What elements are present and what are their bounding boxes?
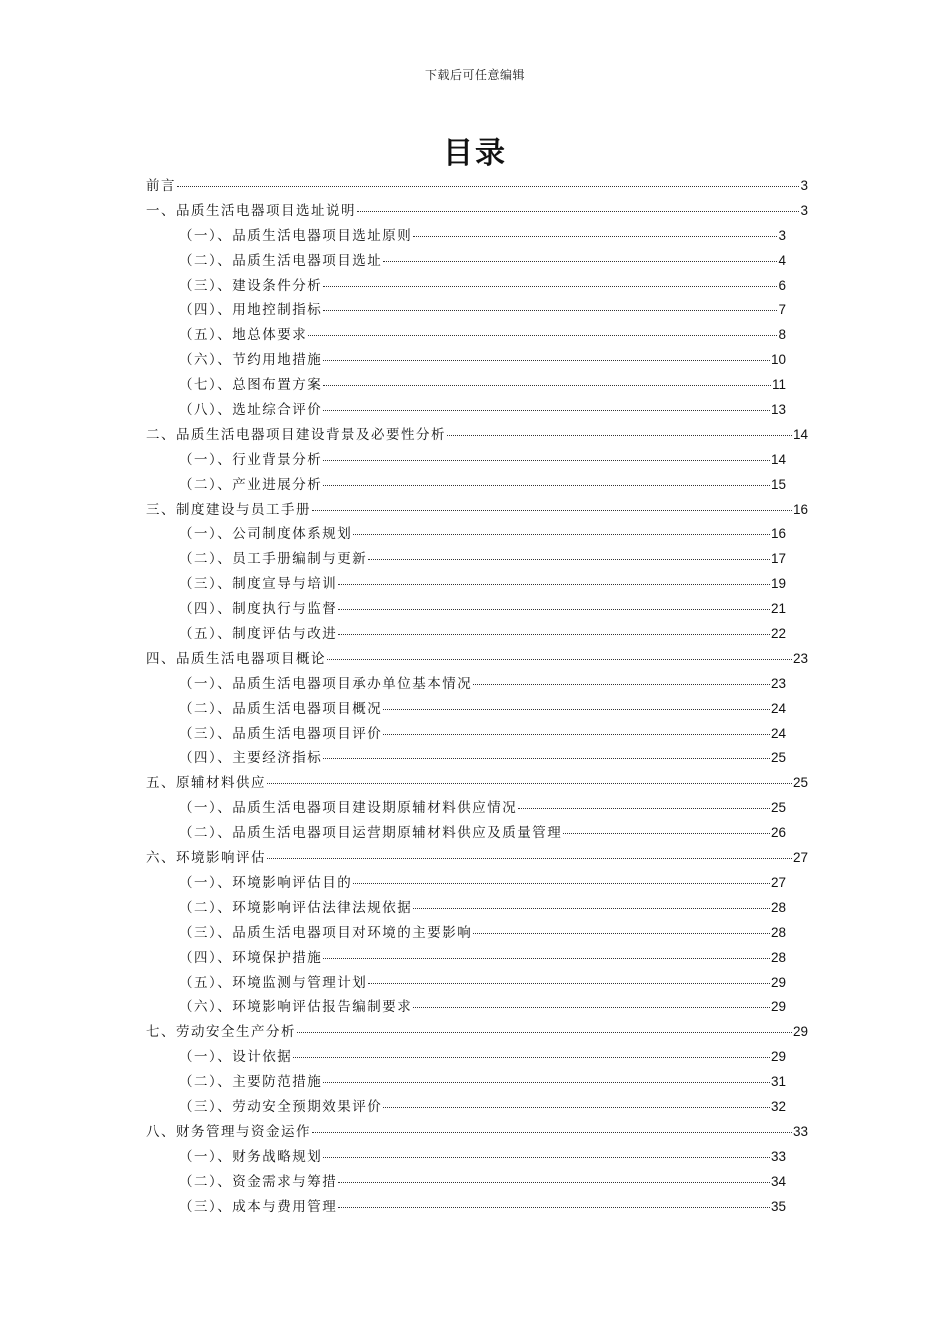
toc-entry-page-number: 29 bbox=[770, 1049, 786, 1065]
toc-entry-label: （三）、劳动安全预期效果评价 bbox=[179, 1098, 383, 1115]
dot-leader bbox=[563, 833, 770, 834]
toc-title: 目录 bbox=[443, 136, 507, 171]
dot-leader bbox=[323, 385, 771, 386]
toc-entry-page-number: 7 bbox=[778, 302, 786, 318]
toc-section-entry[interactable] bbox=[146, 473, 808, 498]
toc-section-entry[interactable] bbox=[146, 921, 808, 946]
toc-entry-label: 六、环境影响评估 bbox=[146, 850, 266, 867]
toc-section-entry[interactable] bbox=[146, 1045, 808, 1070]
toc-section-entry[interactable] bbox=[146, 597, 808, 622]
toc-section-entry[interactable] bbox=[146, 971, 808, 996]
dot-leader bbox=[323, 485, 770, 486]
dot-leader bbox=[297, 1032, 792, 1033]
dot-leader bbox=[383, 261, 777, 262]
toc-entry-label: （七）、总图布置方案 bbox=[179, 377, 323, 394]
toc-section-entry[interactable] bbox=[146, 323, 808, 348]
toc-section-entry[interactable] bbox=[146, 871, 808, 896]
toc-entry-page-number: 11 bbox=[771, 377, 786, 393]
dot-leader bbox=[473, 684, 770, 685]
toc-entry-page-number: 24 bbox=[770, 700, 786, 716]
dot-leader bbox=[312, 510, 792, 511]
toc-entry-page-number: 27 bbox=[770, 874, 786, 890]
toc-entry-label: （二）、品质生活电器项目概况 bbox=[179, 700, 383, 717]
toc-entry-label: 七、劳动安全生产分析 bbox=[146, 1024, 296, 1041]
toc-section-entry[interactable] bbox=[146, 1145, 808, 1170]
toc-entry-label: （二）、品质生活电器项目运营期原辅材料供应及质量管理 bbox=[179, 825, 563, 842]
toc-entry-page-number: 28 bbox=[770, 924, 786, 940]
toc-section-entry[interactable] bbox=[146, 672, 808, 697]
toc-chapter-entry[interactable] bbox=[146, 846, 808, 871]
toc-entry-label: （三）、建设条件分析 bbox=[179, 277, 323, 294]
dot-leader bbox=[267, 858, 792, 859]
toc-entry-label: （二）、产业进展分析 bbox=[179, 476, 323, 493]
toc-section-entry[interactable] bbox=[146, 1095, 808, 1120]
toc-entry-label: （三）、成本与费用管理 bbox=[179, 1198, 338, 1215]
toc-entry-label: 一、品质生活电器项目选址说明 bbox=[146, 202, 356, 219]
toc-entry-page-number: 13 bbox=[770, 402, 786, 418]
dot-leader bbox=[353, 534, 770, 535]
toc-entry-page-number: 27 bbox=[792, 850, 808, 866]
dot-leader bbox=[308, 335, 777, 336]
toc-entry-page-number: 25 bbox=[770, 750, 786, 766]
toc-entry-label: （六）、环境影响评估报告编制要求 bbox=[179, 999, 413, 1016]
toc-entry-label: （八）、选址综合评价 bbox=[179, 402, 323, 419]
toc-chapter-entry[interactable] bbox=[146, 1120, 808, 1145]
dot-leader bbox=[353, 883, 770, 884]
dot-leader bbox=[323, 410, 770, 411]
toc-entry-page-number: 25 bbox=[792, 775, 808, 791]
dot-leader bbox=[338, 1207, 770, 1208]
toc-chapter-entry[interactable] bbox=[146, 647, 808, 672]
toc-entry-label: （一）、设计依据 bbox=[179, 1049, 293, 1066]
toc-entry-label: （一）、品质生活电器项目建设期原辅材料供应情况 bbox=[179, 800, 518, 817]
toc-entry-page-number: 29 bbox=[792, 1024, 808, 1040]
toc-entry-label: （一）、公司制度体系规划 bbox=[179, 526, 353, 543]
table-of-contents bbox=[146, 174, 808, 1219]
dot-leader bbox=[383, 709, 770, 710]
toc-section-entry[interactable] bbox=[146, 796, 808, 821]
toc-entry-label: 八、财务管理与资金运作 bbox=[146, 1123, 311, 1140]
dot-leader bbox=[267, 783, 792, 784]
toc-entry-page-number: 31 bbox=[770, 1074, 786, 1090]
toc-section-entry[interactable] bbox=[146, 522, 808, 547]
toc-section-entry[interactable] bbox=[146, 348, 808, 373]
dot-leader bbox=[323, 758, 770, 759]
toc-section-entry[interactable] bbox=[146, 722, 808, 747]
toc-entry-page-number: 14 bbox=[770, 451, 786, 467]
toc-entry-label: （四）、主要经济指标 bbox=[179, 750, 323, 767]
toc-chapter-entry[interactable] bbox=[146, 1020, 808, 1045]
dot-leader bbox=[338, 1182, 770, 1183]
toc-entry-page-number: 3 bbox=[800, 202, 808, 218]
toc-entry-label: （一）、行业背景分析 bbox=[179, 451, 323, 468]
toc-entry-label: （一）、环境影响评估目的 bbox=[179, 874, 353, 891]
toc-section-entry[interactable] bbox=[146, 946, 808, 971]
toc-entry-page-number: 29 bbox=[770, 974, 786, 990]
toc-entry-label: （五）、制度评估与改进 bbox=[179, 626, 338, 643]
toc-section-entry[interactable] bbox=[146, 1170, 808, 1195]
dot-leader bbox=[368, 983, 770, 984]
toc-section-entry[interactable] bbox=[146, 298, 808, 323]
toc-section-entry[interactable] bbox=[146, 274, 808, 299]
toc-entry-page-number: 22 bbox=[770, 626, 786, 642]
toc-entry-page-number: 28 bbox=[770, 899, 786, 915]
toc-entry-label: （二）、环境影响评估法律法规依据 bbox=[179, 899, 413, 916]
toc-entry-page-number: 8 bbox=[778, 327, 786, 343]
toc-section-entry[interactable] bbox=[146, 1070, 808, 1095]
toc-entry-label: 三、制度建设与员工手册 bbox=[146, 501, 311, 518]
toc-entry-page-number: 33 bbox=[770, 1148, 786, 1164]
toc-section-entry[interactable] bbox=[146, 1195, 808, 1220]
toc-entry-page-number: 23 bbox=[770, 675, 786, 691]
dot-leader bbox=[383, 734, 770, 735]
toc-entry-label: （一）、财务战略规划 bbox=[179, 1148, 323, 1165]
toc-entry-label: （五）、环境监测与管理计划 bbox=[179, 974, 368, 991]
toc-entry-page-number: 24 bbox=[770, 725, 786, 741]
toc-entry-label: 五、原辅材料供应 bbox=[146, 775, 266, 792]
toc-entry-page-number: 26 bbox=[770, 825, 786, 841]
toc-entry-label: 二、品质生活电器项目建设背景及必要性分析 bbox=[146, 426, 446, 443]
dot-leader bbox=[338, 609, 770, 610]
toc-entry-page-number: 17 bbox=[770, 551, 786, 567]
toc-entry-page-number: 33 bbox=[792, 1123, 808, 1139]
toc-entry-page-number: 3 bbox=[778, 227, 786, 243]
toc-entry-label: （四）、环境保护措施 bbox=[179, 949, 323, 966]
toc-entry-label: （五）、地总体要求 bbox=[179, 327, 308, 344]
toc-entry-label: 四、品质生活电器项目概论 bbox=[146, 650, 326, 667]
toc-entry-label: （六）、节约用地措施 bbox=[179, 352, 323, 369]
toc-entry-page-number: 23 bbox=[792, 650, 808, 666]
toc-section-entry[interactable] bbox=[146, 224, 808, 249]
toc-section-entry[interactable] bbox=[146, 697, 808, 722]
dot-leader bbox=[323, 1157, 770, 1158]
dot-leader bbox=[413, 236, 777, 237]
toc-entry-page-number: 21 bbox=[770, 601, 786, 617]
dot-leader bbox=[473, 933, 770, 934]
toc-entry-label: （三）、制度宣导与培训 bbox=[179, 576, 338, 593]
toc-entry-page-number: 15 bbox=[770, 476, 786, 492]
toc-entry-page-number: 35 bbox=[770, 1198, 786, 1214]
toc-entry-label: （二）、品质生活电器项目选址 bbox=[179, 252, 383, 269]
toc-entry-page-number: 10 bbox=[770, 352, 786, 368]
toc-entry-label: （二）、主要防范措施 bbox=[179, 1074, 323, 1091]
dot-leader bbox=[357, 211, 799, 212]
dot-leader bbox=[383, 1107, 770, 1108]
toc-entry-label: （一）、品质生活电器项目选址原则 bbox=[179, 227, 413, 244]
dot-leader bbox=[368, 559, 770, 560]
toc-section-entry[interactable] bbox=[146, 896, 808, 921]
toc-entry-label: （二）、员工手册编制与更新 bbox=[179, 551, 368, 568]
dot-leader bbox=[177, 186, 799, 187]
toc-entry-page-number: 4 bbox=[778, 252, 786, 268]
dot-leader bbox=[323, 360, 770, 361]
toc-section-entry[interactable] bbox=[146, 448, 808, 473]
dot-leader bbox=[413, 908, 770, 909]
dot-leader bbox=[518, 808, 770, 809]
dot-leader bbox=[323, 1082, 770, 1083]
toc-chapter-entry[interactable] bbox=[146, 199, 808, 224]
dot-leader bbox=[323, 958, 770, 959]
toc-section-entry[interactable] bbox=[146, 622, 808, 647]
toc-entry-label: （一）、品质生活电器项目承办单位基本情况 bbox=[179, 675, 473, 692]
toc-entry-label: （二）、资金需求与筹措 bbox=[179, 1173, 338, 1190]
toc-entry-label: （三）、品质生活电器项目评价 bbox=[179, 725, 383, 742]
toc-entry-page-number: 34 bbox=[770, 1173, 786, 1189]
dot-leader bbox=[323, 286, 777, 287]
toc-entry-page-number: 16 bbox=[792, 501, 808, 517]
toc-entry-page-number: 19 bbox=[770, 576, 786, 592]
toc-entry-page-number: 16 bbox=[770, 526, 786, 542]
toc-chapter-entry[interactable] bbox=[146, 498, 808, 523]
dot-leader bbox=[312, 1132, 792, 1133]
header-note: 下载后可任意编辑 bbox=[424, 68, 525, 82]
dot-leader bbox=[413, 1007, 770, 1008]
toc-section-entry[interactable] bbox=[146, 821, 808, 846]
toc-entry-page-number: 29 bbox=[770, 999, 786, 1015]
toc-section-entry[interactable] bbox=[146, 746, 808, 771]
dot-leader bbox=[338, 584, 770, 585]
toc-section-entry[interactable] bbox=[146, 373, 808, 398]
toc-entry-page-number: 28 bbox=[770, 949, 786, 965]
dot-leader bbox=[323, 310, 777, 311]
toc-entry-label: （四）、用地控制指标 bbox=[179, 302, 323, 319]
toc-section-entry[interactable] bbox=[146, 249, 808, 274]
dot-leader bbox=[323, 460, 770, 461]
dot-leader bbox=[327, 659, 792, 660]
dot-leader bbox=[293, 1057, 770, 1058]
dot-leader bbox=[447, 435, 792, 436]
toc-chapter-entry[interactable] bbox=[146, 174, 808, 199]
dot-leader bbox=[338, 634, 770, 635]
toc-section-entry[interactable] bbox=[146, 572, 808, 597]
toc-chapter-entry[interactable] bbox=[146, 771, 808, 796]
toc-section-entry[interactable] bbox=[146, 398, 808, 423]
toc-chapter-entry[interactable] bbox=[146, 423, 808, 448]
toc-entry-label: （三）、品质生活电器项目对环境的主要影响 bbox=[179, 924, 473, 941]
toc-entry-label: 前言 bbox=[146, 178, 176, 194]
toc-entry-page-number: 32 bbox=[770, 1098, 786, 1114]
toc-entry-page-number: 14 bbox=[792, 426, 808, 442]
toc-entry-page-number: 25 bbox=[770, 800, 786, 816]
toc-entry-label: （四）、制度执行与监督 bbox=[179, 601, 338, 618]
toc-section-entry[interactable] bbox=[146, 547, 808, 572]
toc-entry-page-number: 3 bbox=[800, 178, 808, 193]
toc-entry-page-number: 6 bbox=[778, 277, 786, 293]
toc-section-entry[interactable] bbox=[146, 995, 808, 1020]
